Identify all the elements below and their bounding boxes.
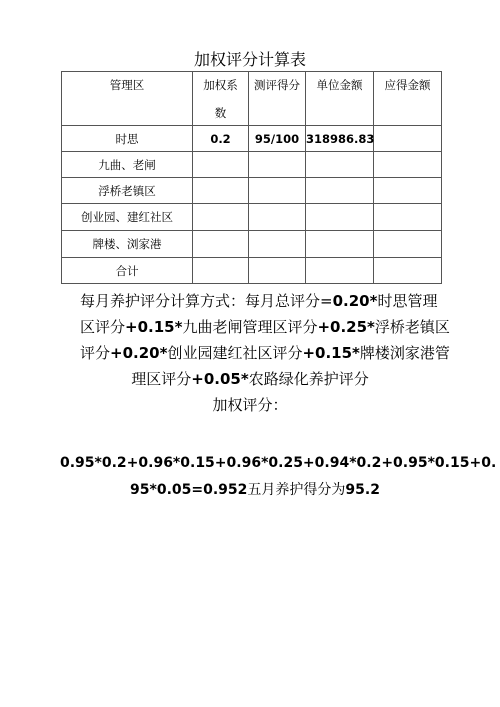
cell-unit-amount [306,204,374,231]
cell-area: 合计 [62,258,193,284]
formula-line: 0.95*0.2+0.96*0.15+0.96*0.25+0.94*0.2+0.95*0.15+0. [60,455,497,471]
header-unit-amount: 单位金额 [306,72,374,126]
header-score: 测评得分 [249,72,306,126]
header-due-amount: 应得金额 [374,72,442,126]
header-area: 管理区 [62,72,193,126]
cell-area: 牌楼、浏家港 [62,231,193,258]
table-row [62,204,442,231]
method-line: 理区评分+0.05*农路绿化养护评分 [131,370,369,388]
cell-due-amount [374,178,442,204]
cell-weight [193,258,249,284]
cell-score [249,258,306,284]
method-line: 区评分+0.15*九曲老闸管理区评分+0.25*浮桥老镇区 [80,318,450,336]
method-line: 每月养护评分计算方式：每月总评分=0.20*时思管理 [80,292,438,310]
table-row [62,152,442,178]
cell-unit-amount [306,231,374,258]
table-row [62,126,442,152]
cell-unit-amount [306,178,374,204]
cell-area: 时思 [62,126,193,152]
calculation-method-paragraph [80,288,450,418]
cell-score [249,152,306,178]
table-row-total [62,258,442,284]
cell-due-amount [374,152,442,178]
cell-weight [193,178,249,204]
weighted-score-formula [60,450,497,504]
cell-weight [193,204,249,231]
method-line: 评分+0.20*创业园建红社区评分+0.15*牌楼浏家港管 [80,344,450,362]
document-title: 加权评分计算表 [193,50,306,69]
cell-area: 浮桥老镇区 [62,178,193,204]
cell-area: 九曲、老闸 [62,152,193,178]
cell-due-amount [374,258,442,284]
table-row [62,231,442,258]
cell-score: 95/100 [249,126,306,152]
cell-due-amount [374,231,442,258]
cell-unit-amount [306,152,374,178]
cell-area: 创业园、建红社区 [62,204,193,231]
cell-score [249,231,306,258]
cell-due-amount [374,126,442,152]
formula-line: 95*0.05=0.952五月养护得分为95.2 [130,482,380,498]
cell-score [249,204,306,231]
cell-weight [193,231,249,258]
cell-due-amount [374,204,442,231]
header-weight: 加权系 数 [193,72,249,126]
cell-weight [193,152,249,178]
weighted-score-table [61,71,442,284]
cell-weight: 0.2 [193,126,249,152]
cell-unit-amount [306,258,374,284]
cell-unit-amount: 318986.83 [306,126,374,152]
table-row [62,178,442,204]
cell-score [249,178,306,204]
weighted-score-label: 加权评分： [212,396,288,414]
